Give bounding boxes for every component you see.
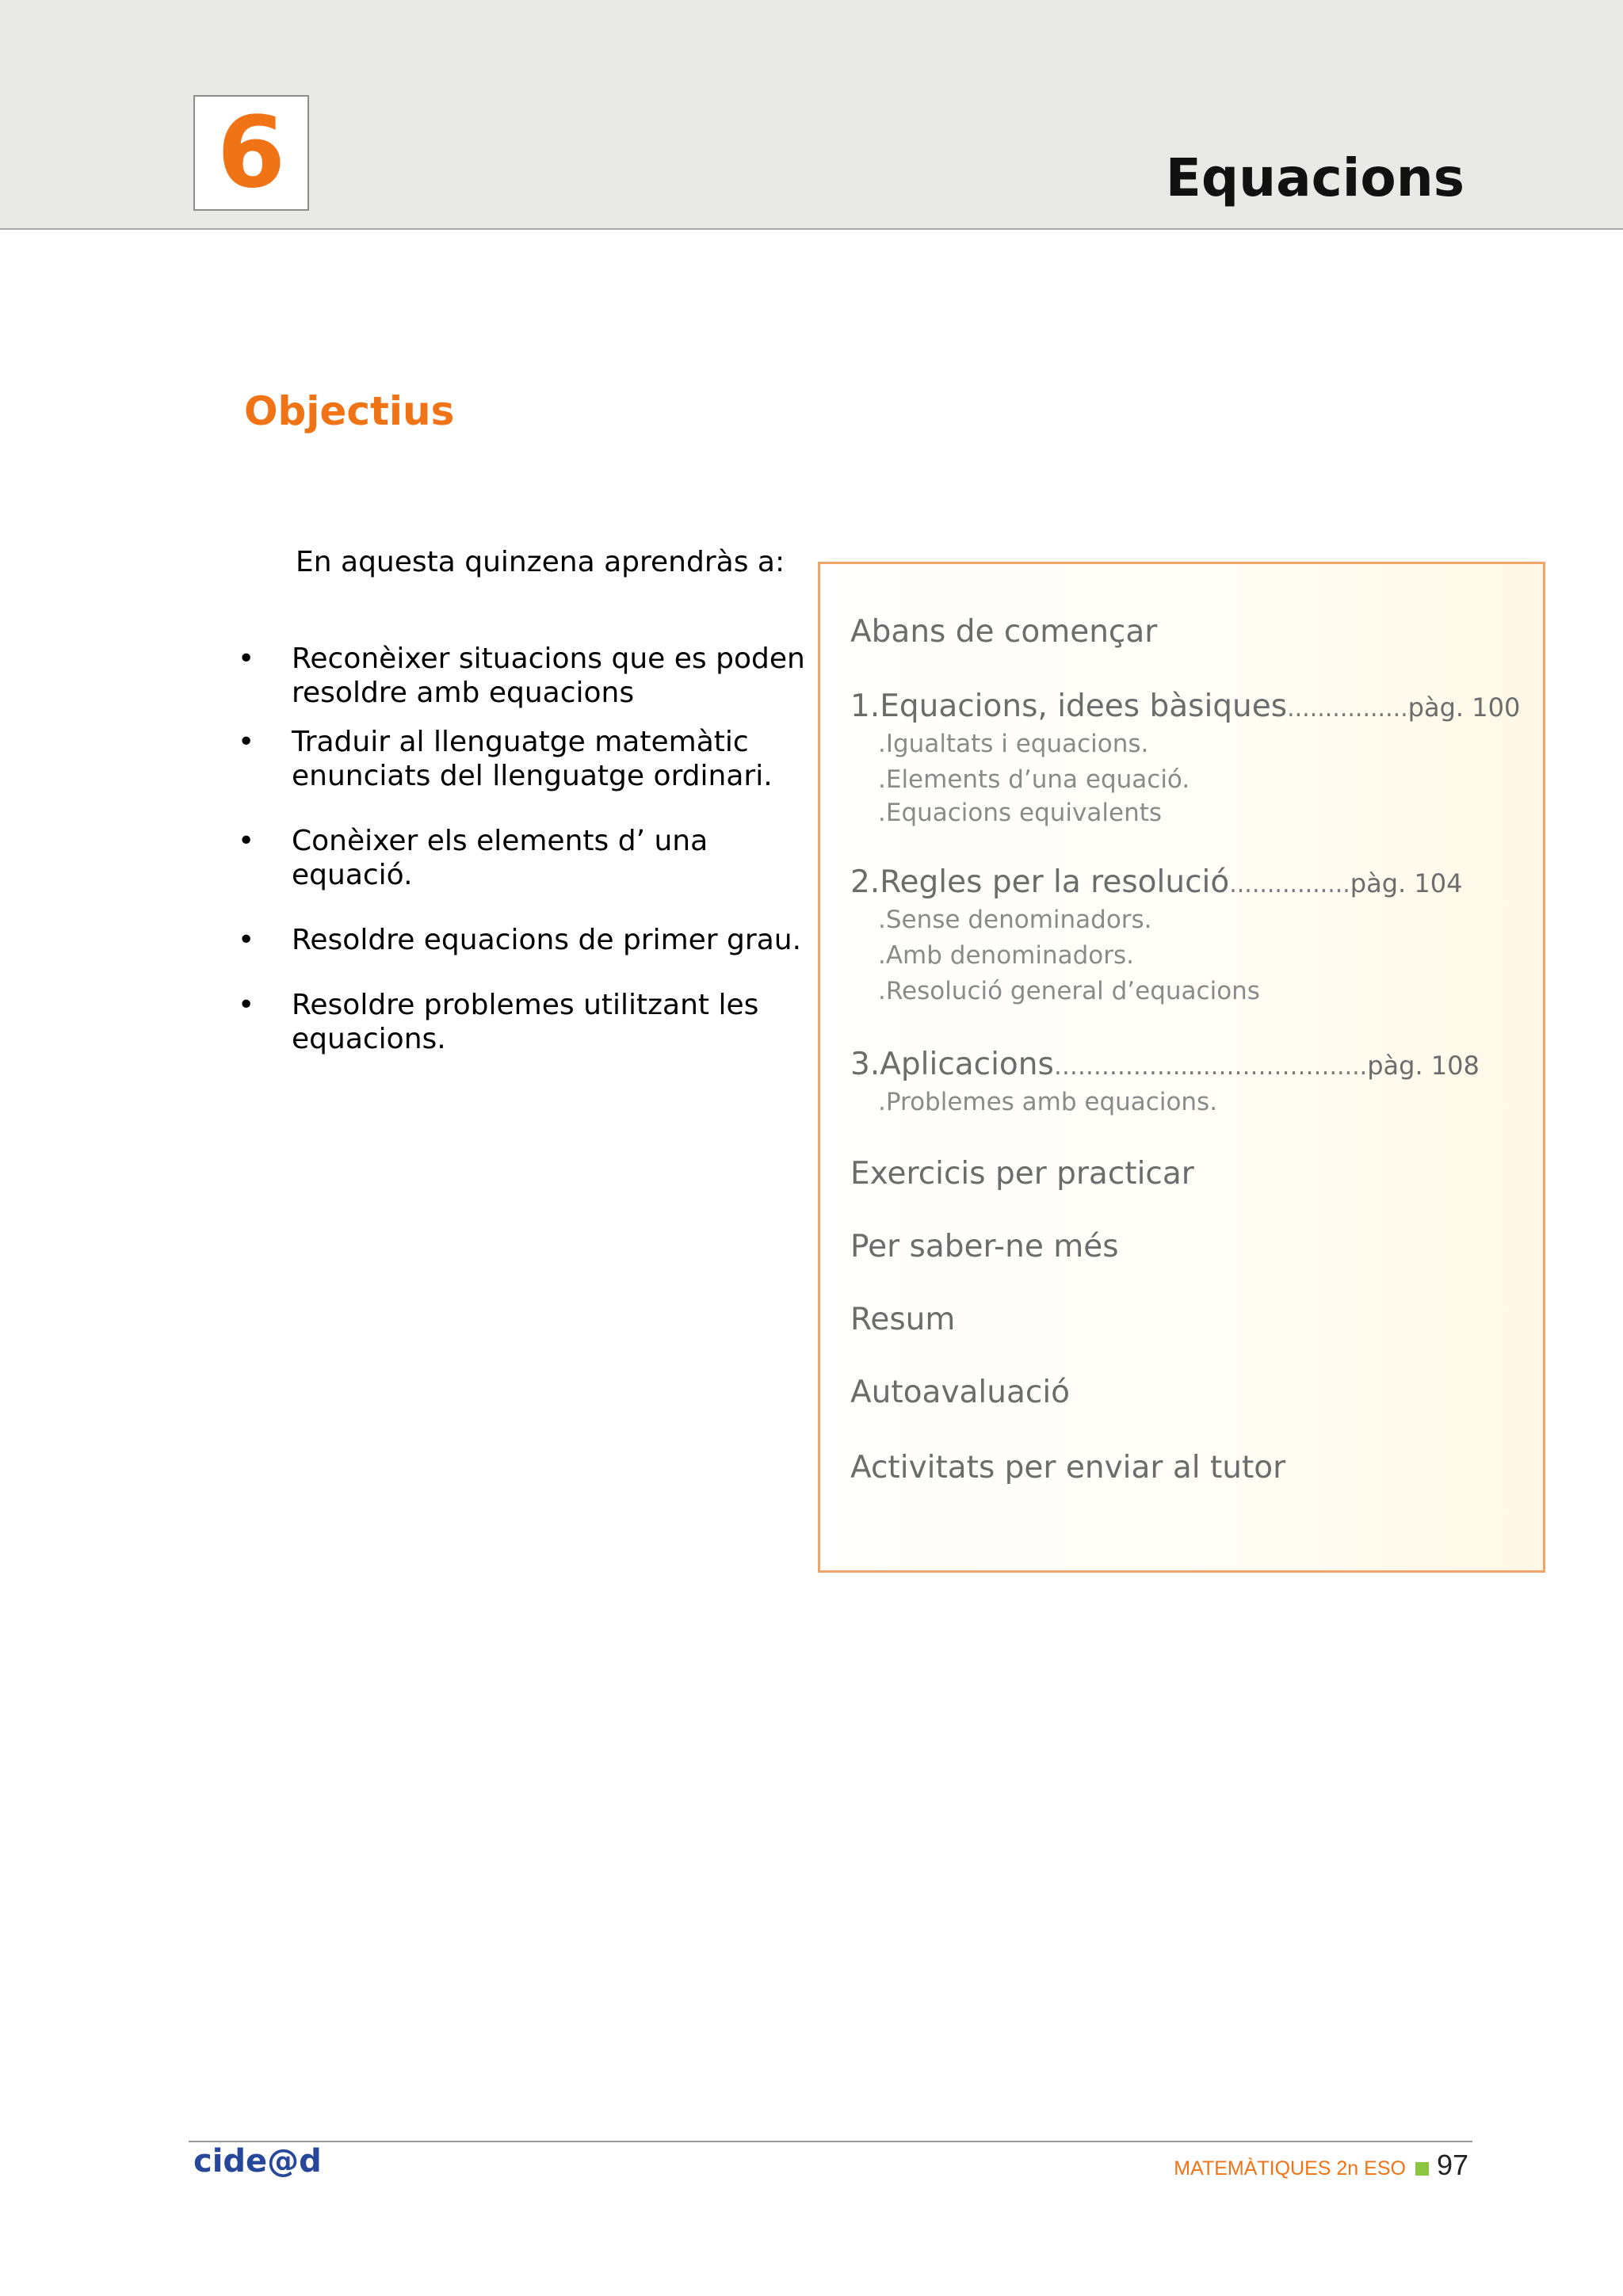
toc-subsection[interactable]: .Problemes amb equacions. [878,1088,1218,1116]
objectives-heading: Objectius [244,388,455,434]
objective-item [238,725,808,793]
objective-text: Resoldre problemes utilitzant les equacions. [292,989,759,1055]
toc-section-2[interactable] [850,864,1463,900]
toc-page: pàg. 104 [1350,868,1463,898]
toc-section-3[interactable] [850,1049,1480,1080]
chapter-number: 6 [193,95,309,211]
toc-page: pàg. 100 [1407,692,1521,723]
toc-subsection[interactable]: .Resolució general d’equacions [878,977,1260,1005]
toc-subsection[interactable]: .Equacions equivalents [878,799,1163,827]
toc-dots: …………….....……………..... [1053,1053,1368,1081]
footer-info [1174,2149,1468,2182]
objective-item [238,988,808,1056]
footer-subject: MATEMÀTIQUES 2n ESO [1174,2157,1406,2180]
toc-page: pàg. 108 [1367,1051,1480,1081]
toc-subsection[interactable]: .Elements d’una equació. [878,765,1190,794]
objective-text: Conèixer els elements d’ una equació. [292,825,708,891]
objective-item [238,824,808,892]
chapter-title: Equacions [1165,147,1465,208]
toc-section-1[interactable] [850,688,1521,724]
toc-extra[interactable]: Per saber-ne més [850,1229,1119,1264]
objective-text: Reconèixer situacions que es poden resoldre amb equacions [292,643,805,709]
objective-item [238,642,808,710]
green-square-icon [1415,2162,1429,2176]
objectives-list [238,642,808,1056]
page-number: 97 [1436,2149,1468,2181]
footer-divider [189,2141,1472,2142]
bullet-icon: • [238,989,255,1021]
toc-section-title: 3.Aplicacions [850,1047,1054,1082]
table-of-contents [818,562,1545,1573]
toc-extra[interactable]: Resum [850,1302,956,1337]
bullet-icon: • [238,643,255,675]
bullet-icon: • [238,825,255,857]
cidead-logo: cide@d [193,2143,322,2180]
toc-subsection[interactable]: .Amb denominadors. [878,941,1135,970]
toc-subsection[interactable]: .Igualtats i equacions. [878,730,1149,758]
objective-item [238,923,808,957]
toc-before[interactable]: Abans de començar [850,614,1158,650]
toc-section-title: 2.Regles per la resolució [850,864,1230,900]
toc-dots: ................ [1287,695,1408,723]
toc-dots: ................ [1229,871,1350,898]
toc-subsection[interactable]: .Sense denominadors. [878,906,1152,934]
toc-section-title: 1.Equacions, idees bàsiques [850,688,1288,724]
bullet-icon: • [238,726,255,758]
bullet-icon: • [238,924,255,956]
toc-extra[interactable]: Activitats per enviar al tutor [850,1450,1286,1486]
toc-extra[interactable]: Autoavaluació [850,1375,1071,1410]
toc-extra[interactable]: Exercicis per practicar [850,1156,1194,1192]
objective-text: Traduir al llenguatge matemàtic enunciats del llenguatge ordinari. [292,726,773,792]
objective-text: Resoldre equacions de primer grau. [292,924,802,956]
objectives-intro: En aquesta quinzena aprendràs a: [296,546,785,578]
